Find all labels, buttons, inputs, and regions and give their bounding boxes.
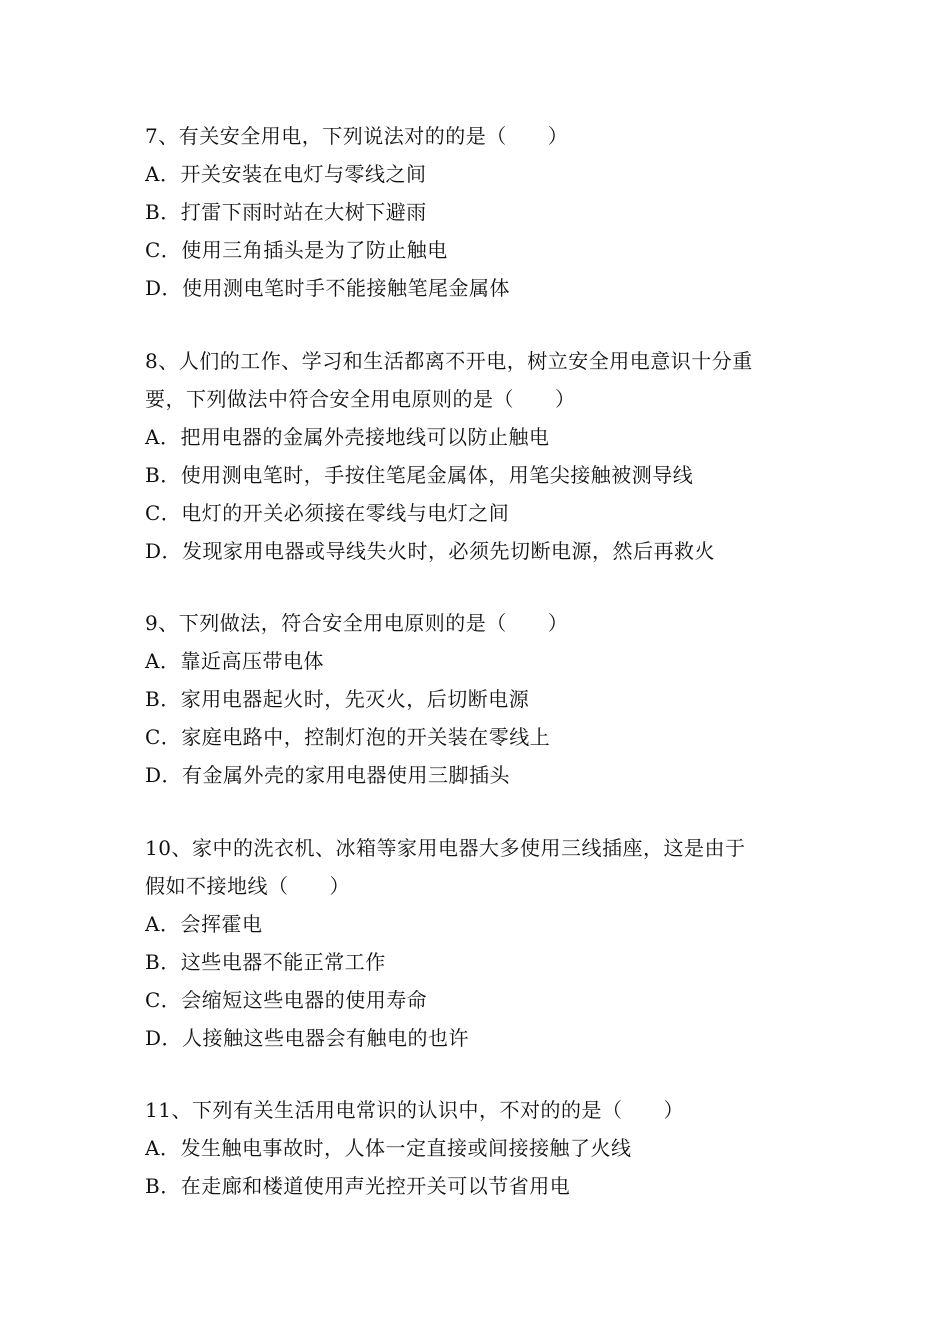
option-c: C．电灯的开关必须接在零线与电灯之间 [145, 501, 510, 525]
option-a: A．发生触电事故时，人体一定直接或间接接触了火线 [145, 1136, 632, 1160]
option-a: A．会挥霍电 [145, 912, 263, 936]
option-a: A．开关安装在电灯与零线之间 [145, 162, 427, 186]
option-c: C．家庭电路中，控制灯泡的开关装在零线上 [145, 725, 551, 749]
option-d: D．发现家用电器或导线失火时，必须先切断电源，然后再救火 [145, 539, 716, 563]
question-stem: 9、下列做法，符合安全用电原则的是（ ） [145, 611, 569, 635]
question-stem: 11、下列有关生活用电常识的认识中，不对的的是（ ） [145, 1098, 684, 1122]
question-11 [145, 1091, 815, 1205]
question-7 [145, 117, 815, 307]
option-b: B．这些电器不能正常工作 [145, 950, 386, 974]
option-b: B．使用测电笔时，手按住笔尾金属体，用笔尖接触被测导线 [145, 463, 694, 487]
option-c: C．会缩短这些电器的使用寿命 [145, 988, 428, 1012]
question-stem-line-2: 假如不接地线（ ） [145, 874, 350, 898]
option-b: B．家用电器起火时，先灭火，后切断电源 [145, 687, 530, 711]
option-c: C．使用三角插头是为了防止触电 [145, 238, 448, 262]
question-8 [145, 342, 815, 570]
option-a: A．靠近高压带电体 [145, 649, 324, 673]
option-b: B．在走廊和楼道使用声光控开关可以节省用电 [145, 1174, 571, 1198]
option-b: B．打雷下雨时站在大树下避雨 [145, 200, 427, 224]
question-stem-line-1: 10、家中的洗衣机、冰箱等家用电器大多使用三线插座，这是由于 [145, 836, 746, 860]
option-d: D．有金属外壳的家用电器使用三脚插头 [145, 763, 511, 787]
question-10 [145, 829, 815, 1057]
option-d: D．使用测电笔时手不能接触笔尾金属体 [145, 276, 511, 300]
question-stem-line-1: 8、人们的工作、学习和生活都离不开电，树立安全用电意识十分重 [145, 349, 753, 373]
option-a: A．把用电器的金属外壳接地线可以防止触电 [145, 425, 550, 449]
question-9 [145, 604, 815, 794]
question-stem-line-2: 要，下列做法中符合安全用电原则的是（ ） [145, 387, 576, 411]
question-stem: 7、有关安全用电，下列说法对的的是（ ） [145, 124, 569, 148]
option-d: D．人接触这些电器会有触电的也许 [145, 1026, 470, 1050]
